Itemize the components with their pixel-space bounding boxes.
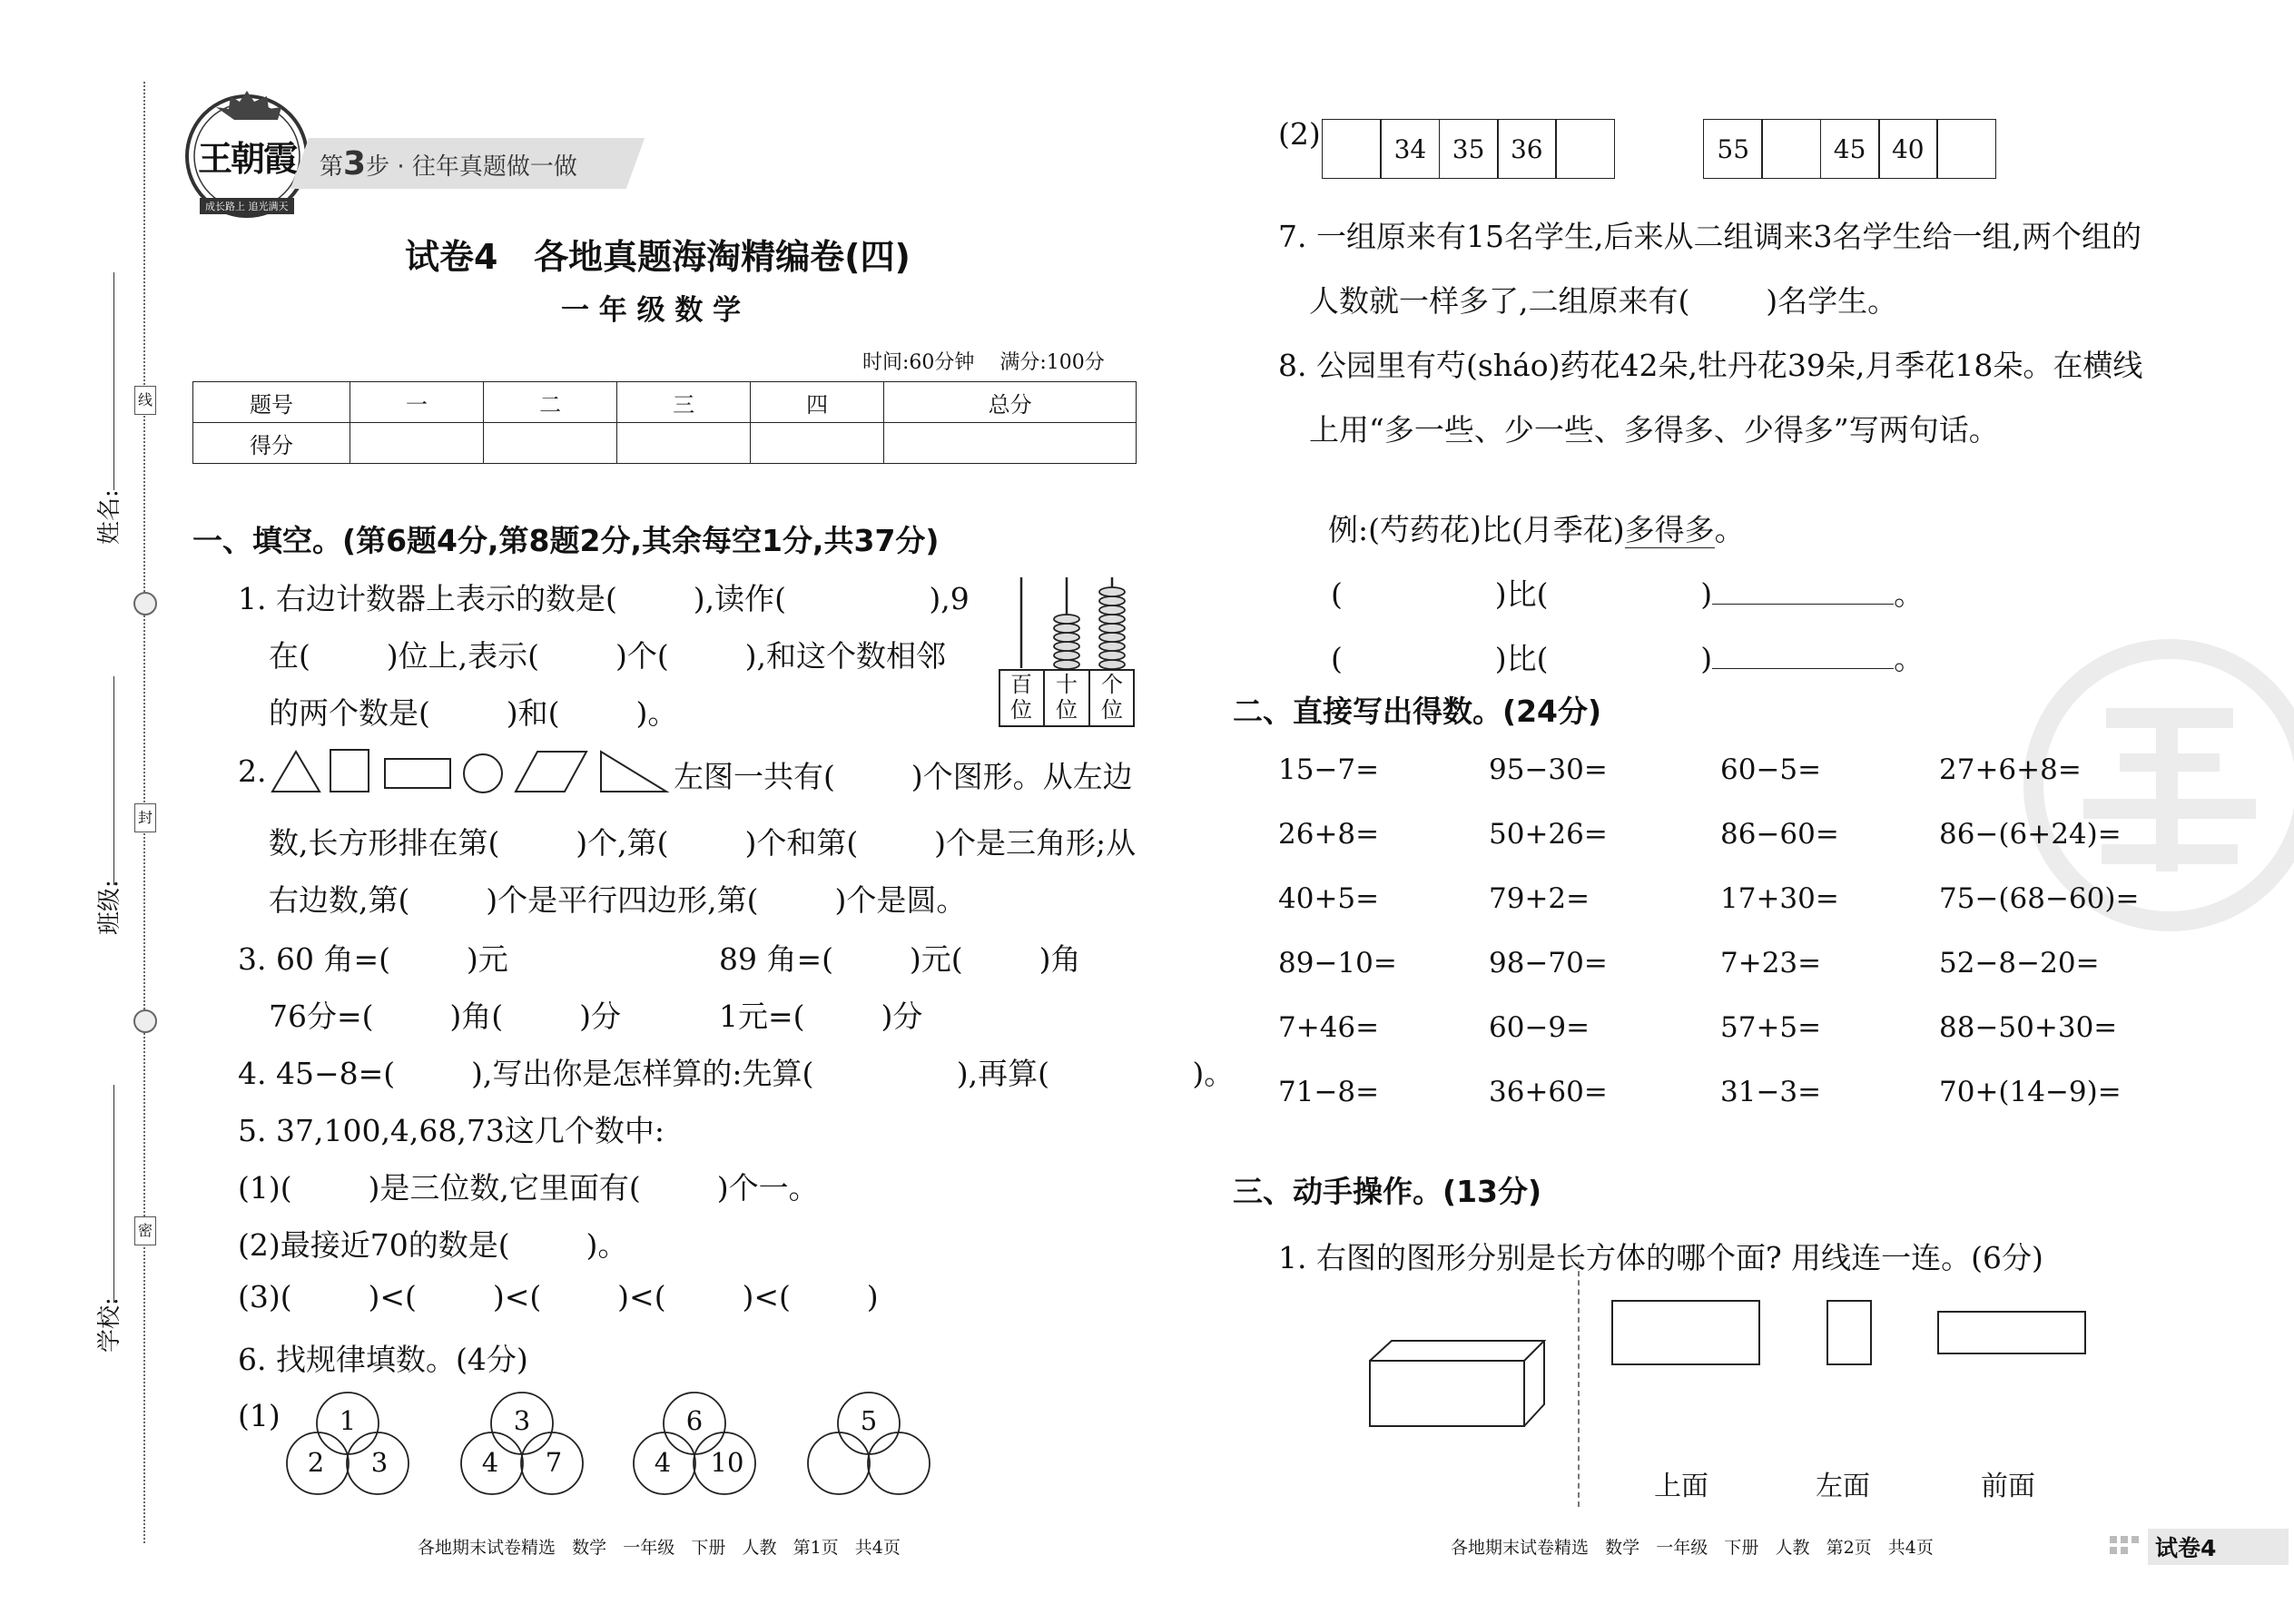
paper-tag: 试卷4 — [2148, 1529, 2289, 1565]
school-line — [113, 1085, 114, 1303]
q8-blank-text: ( )比( ) — [1330, 641, 1713, 676]
separator-dashed-line — [1578, 1262, 1580, 1507]
section1-title: 一、填空。(第6题4分,第8题2分,其余每空1分,共37分) — [192, 523, 940, 558]
venn-left: 2 — [307, 1447, 325, 1478]
sequence-cell[interactable] — [1555, 119, 1615, 179]
q7-line2: 人数就一样多了,二组原来有( )名学生。 — [1309, 283, 1898, 319]
q2-line1: 左图一共有( )个图形。从左边 — [674, 759, 1133, 794]
calc-item[interactable]: 31−3= — [1720, 1076, 1822, 1108]
calc-item[interactable]: 95−30= — [1489, 753, 1608, 786]
sequence-cell: 34 — [1380, 119, 1440, 179]
q8-blank-2 — [1312, 600, 1924, 678]
exam-subtitle: 一 年 级 数 学 — [561, 294, 742, 327]
q8-blank-end: 。 — [1894, 576, 1925, 612]
time-info: 时间:60分钟 满分:100分 — [862, 351, 1105, 374]
calc-item[interactable]: 71−8= — [1278, 1076, 1380, 1108]
score-header-cell: 一 — [350, 382, 484, 423]
q3-a: 3. 60 角=( )元 — [238, 941, 508, 977]
step-suffix: 步 · 往年真题做一做 — [366, 153, 577, 181]
score-table-score-row — [193, 423, 1137, 464]
calc-item[interactable]: 50+26= — [1489, 818, 1608, 851]
calc-item[interactable]: 89−10= — [1278, 947, 1397, 979]
step-number: 3 — [343, 145, 367, 182]
brand-slogan: 成长路上 追光满天 — [205, 201, 289, 212]
venn-diagram — [454, 1389, 590, 1507]
binding-mark-feng: 封 — [134, 803, 156, 832]
class-line — [113, 676, 114, 885]
calc-item[interactable]: 98−70= — [1489, 947, 1608, 979]
score-cell[interactable] — [617, 423, 751, 464]
score-header-cell: 三 — [617, 382, 751, 423]
venn-top: 3 — [513, 1405, 531, 1436]
calc-item[interactable]: 79+2= — [1489, 882, 1590, 915]
q8-example-prefix: 例:(芍药花)比(月季花) — [1327, 512, 1625, 547]
q1-line3: 的两个数是( )和( )。 — [269, 695, 678, 731]
score-table-header-row — [193, 382, 1137, 423]
calc-item[interactable]: 36+60= — [1489, 1076, 1608, 1108]
sequence-cell[interactable] — [1761, 119, 1821, 179]
q3-b: 89 角=( )元( )角 — [719, 941, 1081, 977]
q8-example-end: 。 — [1714, 512, 1745, 547]
calc-item[interactable]: 57+5= — [1720, 1011, 1822, 1044]
q8-blank-end: 。 — [1894, 641, 1925, 676]
exam-title: 试卷4 各地真题海淘精编卷(四) — [405, 237, 911, 277]
venn-right: 10 — [710, 1447, 744, 1478]
q2-line3: 右边数,第( )个是平行四边形,第( )个是圆。 — [269, 882, 967, 918]
sequence-cell: 36 — [1497, 119, 1557, 179]
calc-item[interactable]: 27+6+8= — [1939, 753, 2082, 786]
q2-line2: 数,长方形排在第( )个,第( )个和第( )个是三角形;从 — [269, 825, 1137, 861]
sequence-1 — [1324, 119, 1615, 179]
q6-2-label: (2) — [1278, 116, 1321, 152]
q1-line2: 在( )位上,表示( )个( ),和这个数相邻 — [269, 638, 946, 674]
paper-tag-dots — [2108, 1534, 2144, 1558]
section3-title: 三、动手操作。(13分) — [1233, 1174, 1542, 1209]
binding-ornament-icon — [133, 592, 157, 615]
calc-item[interactable]: 88−50+30= — [1939, 1011, 2118, 1044]
q4: 4. 45−8=( ),写出你是怎样算的:先算( ),再算( )。 — [238, 1056, 1235, 1091]
name-line — [113, 272, 114, 490]
q8-blank-text: ( )比( ) — [1330, 576, 1713, 612]
venn-left: 4 — [654, 1447, 672, 1478]
calc-item[interactable]: 15−7= — [1278, 753, 1380, 786]
score-row-label: 得分 — [193, 423, 350, 464]
calc-item[interactable]: 7+46= — [1278, 1011, 1380, 1044]
footer-left: 各地期末试卷精选 数学 一年级 下册 人教 第1页 共4页 — [418, 1538, 901, 1558]
venn-top: 1 — [339, 1405, 357, 1436]
calc-item[interactable]: 52−8−20= — [1939, 947, 2100, 979]
score-cell[interactable] — [484, 423, 617, 464]
sequence-cell: 40 — [1878, 119, 1938, 179]
q1-line1: 1. 右边计数器上表示的数是( ),读作( ),9 — [238, 581, 970, 616]
abacus-label-ones: 个 位 — [1101, 672, 1123, 723]
score-cell[interactable] — [751, 423, 884, 464]
venn-right: 7 — [545, 1447, 563, 1478]
calc-item[interactable]: 26+8= — [1278, 818, 1380, 851]
q6: 6. 找规律填数。(4分) — [238, 1342, 528, 1377]
q6-1-label: (1) — [238, 1398, 281, 1433]
face-front-rect[interactable] — [1937, 1311, 2086, 1354]
calc-item[interactable]: 75−(68−60)= — [1939, 882, 2140, 915]
face-left-rect[interactable] — [1826, 1300, 1872, 1365]
school-label: 学校: — [96, 1297, 123, 1353]
venn-top: 5 — [860, 1405, 878, 1436]
score-header-cell: 题号 — [193, 382, 350, 423]
q7-line1: 7. 一组原来有15名学生,后来从二组调来3名学生给一组,两个组的 — [1278, 219, 2141, 254]
binding-mark-xian: 线 — [134, 386, 156, 415]
class-label: 班级: — [96, 880, 123, 935]
q5-2: (2)最接近70的数是( )。 — [238, 1227, 628, 1263]
q3-d: 1元=( )分 — [719, 999, 923, 1034]
face-top-rect[interactable] — [1611, 1300, 1760, 1365]
score-cell[interactable] — [350, 423, 484, 464]
sequence-cell: 35 — [1439, 119, 1499, 179]
q5-1: (1)( )是三位数,它里面有( )个一。 — [238, 1170, 819, 1206]
face-label-front: 前面 — [1981, 1471, 2035, 1502]
sequence-2 — [1705, 119, 1996, 179]
calc-item[interactable]: 60−5= — [1720, 753, 1822, 786]
s3-q1: 1. 右图的图形分别是长方体的哪个面? 用线连一连。(6分) — [1278, 1240, 2043, 1275]
sequence-cell[interactable] — [1322, 119, 1382, 179]
score-header-cell: 总分 — [884, 382, 1137, 423]
sequence-cell[interactable] — [1936, 119, 1996, 179]
binding-ornament-icon — [133, 1009, 157, 1033]
section2-title: 二、直接写出得数。(24分) — [1233, 694, 1602, 729]
venn-diagram — [801, 1389, 937, 1507]
venn-right: 3 — [370, 1447, 389, 1478]
score-cell[interactable] — [884, 423, 1137, 464]
face-label-left: 左面 — [1816, 1471, 1870, 1502]
face-label-top: 上面 — [1654, 1471, 1708, 1502]
abacus-label-hundreds: 百 位 — [1010, 672, 1032, 723]
score-header-cell: 四 — [751, 382, 884, 423]
venn-left: 4 — [481, 1447, 499, 1478]
footer-right: 各地期末试卷精选 数学 一年级 下册 人教 第2页 共4页 — [1451, 1538, 1934, 1558]
name-label: 姓名: — [96, 489, 123, 545]
abacus — [999, 574, 1135, 728]
q5: 5. 37,100,4,68,73这几个数中: — [238, 1113, 665, 1148]
abacus-label-tens: 十 位 — [1056, 672, 1078, 723]
calc-item[interactable]: 86−(6+24)= — [1939, 818, 2122, 851]
q2-number: 2. — [238, 753, 267, 789]
venn-diagram — [280, 1389, 416, 1507]
venn-top: 6 — [685, 1405, 704, 1436]
calc-item[interactable]: 40+5= — [1278, 882, 1380, 915]
score-table — [192, 381, 1137, 464]
step-text — [320, 145, 577, 182]
calc-item[interactable]: 17+30= — [1720, 882, 1839, 915]
sequence-cell: 45 — [1820, 119, 1880, 179]
q8-example-answer: 多得多 — [1624, 512, 1715, 547]
calc-item[interactable]: 70+(14−9)= — [1939, 1076, 2122, 1108]
binding-mark-mi: 密 — [134, 1216, 156, 1245]
step-prefix: 第 — [320, 153, 344, 181]
calc-item[interactable]: 60−9= — [1489, 1011, 1590, 1044]
calc-item[interactable]: 7+23= — [1720, 947, 1822, 979]
q5-3: (3)( )<( )<( )<( )<( ) — [238, 1279, 879, 1314]
q3-c: 76分=( )角( )分 — [269, 999, 621, 1034]
venn-diagram — [626, 1389, 763, 1507]
brand-logo — [180, 89, 314, 223]
score-header-cell: 二 — [484, 382, 617, 423]
brand-name: 王朝霞 — [198, 138, 297, 179]
q2-shapes — [269, 746, 673, 795]
q8-line2: 上用“多一些、少一些、多得多、少得多”写两句话。 — [1309, 412, 1999, 448]
q8-answer-line[interactable] — [1712, 664, 1894, 669]
calc-item[interactable]: 86−60= — [1720, 818, 1839, 851]
q8-line1: 8. 公园里有芍(sháo)药花42朵,牡丹花39朵,月季花18朵。在横线 — [1278, 348, 2143, 383]
cuboid-figure — [1366, 1339, 1548, 1430]
sequence-cell: 55 — [1703, 119, 1763, 179]
